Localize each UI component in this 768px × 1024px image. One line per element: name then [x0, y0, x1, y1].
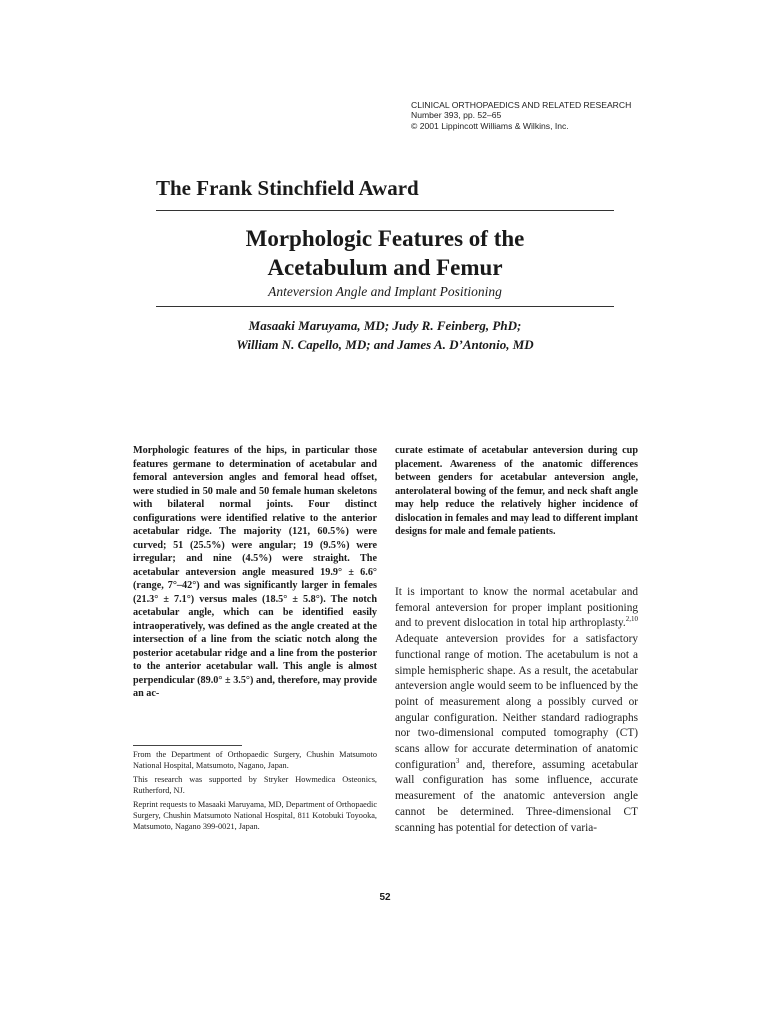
footnotes	[133, 750, 377, 836]
abstract-right-column: curate estimate of acetabular anteversion during cup placement. Awareness of the anatomic differences between genders for acetabular anteversion angle, anterolateral bowing of the femur, and neck shaft angle may help reduce the relatively higher incidence of dislocation in females and may lead to different implant designs for male and female patients.	[395, 445, 638, 537]
article-subtitle: Anteversion Angle and Implant Positioning	[268, 284, 502, 299]
abstract-left-column: Morphologic features of the hips, in particular those features germane to determination of acetabular and femoral anteversion angles and femoral head offset, were studied in 50 male and 50 female human skeletons with bilateral normal joints. Four distinct configurations were identified relative to the anterior acetabular ridge. The majority (121, 60.5%) were curved; 51 (25.5%) were angular; 19 (9.5%) were irregular; and nine (4.5%) were straight. The acetabular anteversion angle measured 19.9° ± 6.6° (range, 7°–42°) and was significantly larger in females (21.3° ± 7.1°) versus males (18.5° ± 5.8°). The notch acetabular angle, which can be identified easily intraoperatively, was defined as the angle created at the intersection of a line from the sciatic notch along the posterior acetabular ridge and a line from the posterior to the anterior acetabular wall. This angle is almost perpendicular (89.0° ± 3.5°) and, therefore, may provide an ac-	[133, 445, 377, 699]
citation-ref-2: 3	[455, 756, 460, 765]
article-title	[156, 224, 614, 282]
award-title: The Frank Stinchfield Award	[156, 176, 419, 200]
journal-copyright: © 2001 Lippincott Williams & Wilkins, Inc.	[411, 120, 569, 131]
intro-text-3: and, therefore, assuming acetabular wall configuration has some influence, accurate measurement of the anatomic anteversion angle cannot be determined. Three-dimensional CT scanning has potential for detection of varia-	[395, 758, 638, 834]
author-line-1: Masaaki Maruyama, MD; Judy R. Feinberg, PhD;	[248, 318, 522, 333]
journal-issue: Number 393, pp. 52–65	[411, 110, 502, 121]
author-list	[156, 316, 614, 354]
footnote-reprints: Reprint requests to Masaaki Maruyama, MD, Department of Orthopaedic Surgery, Chushin Matsumoto National Hospital, 811 Kotobuki Toyooka, Matsumoto, Nagano 399-0021, Japan.	[133, 800, 377, 831]
footnote-support: This research was supported by Stryker Howmedica Osteonics, Rutherford, NJ.	[133, 775, 377, 795]
article-title-line-2: Acetabulum and Femur	[267, 255, 503, 280]
article-title-line-1: Morphologic Features of the	[245, 226, 525, 251]
title-rule-top	[156, 210, 614, 211]
footnote-affiliation: From the Department of Orthopaedic Surgery, Chushin Matsumoto National Hospital, Matsumoto, Nagano, Japan.	[133, 750, 377, 770]
title-rule-bottom	[156, 306, 614, 307]
author-line-2: William N. Capello, MD; and James A. D’Antonio, MD	[236, 337, 534, 352]
intro-text-2: Adequate anteversion provides for a satisfactory functional range of motion. The acetabulum is not a simple hemispheric shape. As a result, the acetabular anteversion angle would seem to be influenced by the point of measurement along a possibly curved or angular configuration. Neither standard radiographs nor two-dimensional computed tomography (CT) scans allow for accurate determination of anatomic configuration	[395, 633, 638, 771]
introduction-paragraph	[395, 585, 638, 836]
footnote-rule	[133, 745, 242, 746]
journal-name: CLINICAL ORTHOPAEDICS AND RELATED RESEARCH	[411, 100, 632, 110]
journal-header	[411, 100, 711, 131]
intro-text-1: It is important to know the normal acetabular and femoral anteversion for proper implant positioning and to prevent dislocation in total hip arthroplasty.	[395, 586, 638, 630]
citation-ref-1: 2,10	[625, 615, 638, 624]
page-number: 52	[379, 892, 391, 903]
